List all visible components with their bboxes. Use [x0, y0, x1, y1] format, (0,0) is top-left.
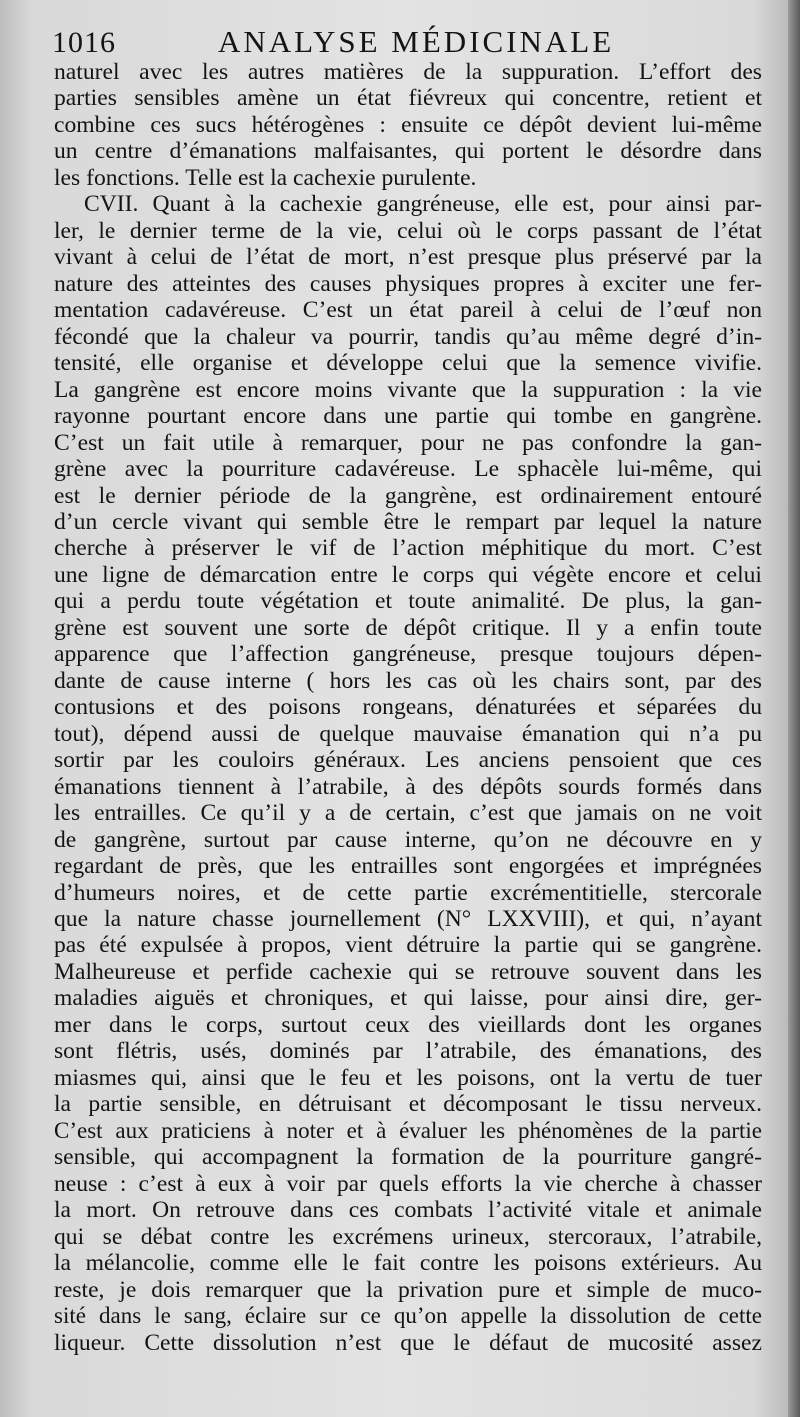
text-line: combine ces sucs hétérogènes : ensuite ce dépôt devient lui-même: [54, 111, 762, 138]
text-line: rayonne pourtant encore dans une partie qui tombe en gangrène.: [54, 403, 762, 430]
text-line: un centre d’émanations malfaisantes, qui portent le désordre dans: [54, 138, 762, 165]
text-line: miasmes qui, ainsi que le feu et les poisons, ont la vertu de tuer: [54, 1064, 762, 1091]
text-line: dante de cause interne ( hors les cas où les chairs sont, par des: [54, 667, 762, 694]
text-line: d’un cercle vivant qui semble être le rempart par lequel la nature: [54, 508, 762, 535]
text-line: regardant de près, que les entrailles sont engorgées et imprégnées: [54, 853, 762, 880]
text-line: nature des atteintes des causes physiques propres à exciter une fer-: [54, 270, 762, 297]
text-line: de gangrène, surtout par cause interne, qu’on ne découvre en y: [54, 826, 762, 853]
text-line: les fonctions. Telle est la cachexie purulente.: [54, 164, 477, 191]
text-line: une ligne de démarcation entre le corps qui végète encore et celui: [54, 561, 762, 588]
text-line: que la nature chasse journellement (N° LXXVIII), et qui, n’ayant: [54, 906, 762, 932]
text-line: la mort. On retrouve dans ces combats l’activité vitale et animale: [54, 1197, 762, 1224]
text-line: grène est souvent une sorte de dépôt critique. Il y a enfin toute: [54, 614, 762, 641]
text-line: C’est aux praticiens à noter et à évaluer les phénomènes de la partie: [54, 1117, 762, 1143]
text-line: maladies aiguës et chroniques, et qui laisse, pour ainsi dire, ger-: [54, 985, 762, 1012]
text-line: vivant à celui de l’état de mort, n’est presque plus préservé par la: [54, 244, 762, 271]
text-line: ler, le dernier terme de la vie, celui où le corps passant de l’état: [54, 217, 762, 244]
text-line: contusions et des poisons rongeans, dénaturées et séparées du: [54, 694, 762, 721]
text-line: Malheureuse et perfide cachexie qui se retrouve souvent dans les: [54, 958, 762, 985]
text-line: sité dans le sang, éclaire sur ce qu’on appelle la dissolution de cette: [54, 1303, 762, 1329]
text-line: tout), dépend aussi de quelque mauvaise émanation qui n’a pu: [54, 720, 762, 747]
page-number: 1016: [52, 26, 116, 59]
text-line: parties sensibles amène un état fiévreux qui concentre, retient et: [54, 85, 762, 112]
text-line: sortir par les couloirs généraux. Les anciens pensoient que ces: [54, 747, 762, 774]
text-line: qui se débat contre les excrémens urineux, stercoraux, l’atrabile,: [54, 1223, 762, 1250]
text-line: reste, je dois remarquer que la privation pure et simple de muco-: [54, 1276, 762, 1303]
text-line: mentation cadavéreuse. C’est un état pareil à celui de l’œuf non: [54, 297, 762, 324]
text-line: mer dans le corps, surtout ceux des vieillards dont les organes: [54, 1011, 762, 1038]
body-text: [54, 59, 762, 1356]
text-line: la mélancolie, comme elle le fait contre les poisons extérieurs. Au: [54, 1250, 762, 1277]
text-line: est le dernier période de la gangrène, est ordinairement entouré: [54, 482, 762, 509]
page-header: [52, 20, 752, 60]
text-line: sont flétris, usés, dominés par l’atrabile, des émanations, des: [54, 1038, 762, 1065]
text-line: La gangrène est encore moins vivante que la suppuration : la vie: [54, 376, 762, 403]
text-line: les entrailles. Ce qu’il y a de certain, c’est que jamais on ne voit: [54, 800, 762, 827]
text-line: liqueur. Cette dissolution n’est que le défaut de mucosité assez: [54, 1329, 762, 1356]
text-line: émanations tiennent à l’atrabile, à des dépôts sourds formés dans: [54, 773, 762, 800]
text-line: neuse : c’est à eux à voir par quels efforts la vie cherche à chasser: [54, 1170, 762, 1197]
page-spine-shadow: [788, 0, 800, 1417]
text-line: la partie sensible, en détruisant et décomposant le tissu nerveux.: [54, 1091, 762, 1118]
section-start-line: CVII. Quant à la cachexie gangréneuse, elle est, pour ainsi par-: [84, 191, 762, 218]
text-line: qui a perdu toute végétation et toute animalité. De plus, la gan-: [54, 588, 762, 615]
text-line: C’est un fait utile à remarquer, pour ne pas confondre la gan-: [54, 429, 762, 456]
text-line: cherche à préserver le vif de l’action méphitique du mort. C’est: [54, 535, 762, 562]
text-line: apparence que l’affection gangréneuse, presque toujours dépen-: [54, 641, 762, 668]
running-title: ANALYSE MÉDICINALE: [218, 24, 615, 59]
text-line: tensité, elle organise et développe celui que la semence vivifie.: [54, 350, 762, 377]
text-line: grène avec la pourriture cadavéreuse. Le sphacèle lui-même, qui: [54, 456, 762, 483]
text-line: pas été expulsée à propos, vient détruire la partie qui se gangrène.: [54, 932, 762, 959]
text-line: sensible, qui accompagnent la formation de la pourriture gangré-: [54, 1144, 762, 1171]
text-line: d’humeurs noires, et de cette partie excrémentitielle, stercorale: [54, 879, 762, 906]
text-line: naturel avec les autres matières de la suppuration. L’effort des: [54, 59, 762, 85]
text-line: fécondé que la chaleur va pourrir, tandis qu’au même degré d’in-: [54, 323, 762, 350]
